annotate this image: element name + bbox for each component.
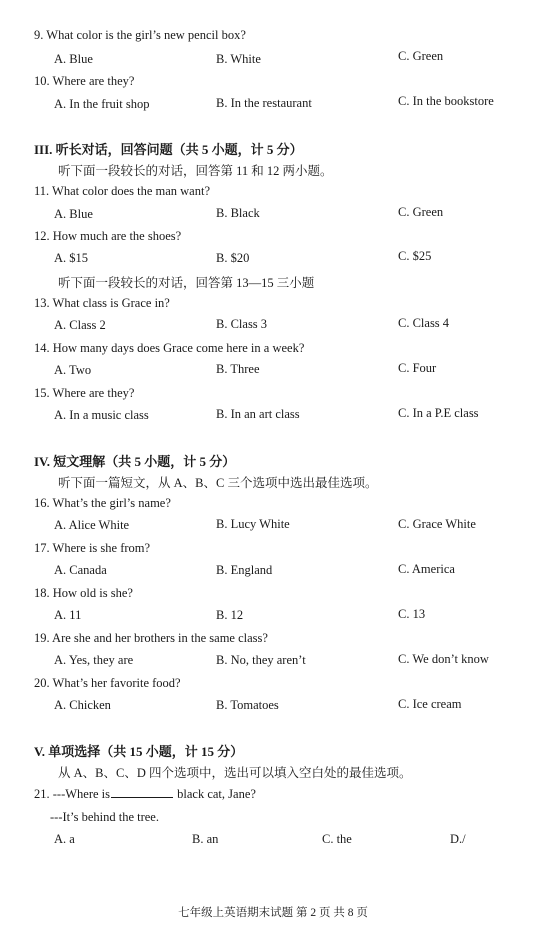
q18-option-a: A. 11: [54, 608, 82, 622]
q21-option-b: B. an: [192, 832, 219, 846]
q21-option-d: D./: [450, 832, 466, 846]
q19-option-a: A. Yes, they are: [54, 653, 134, 667]
q11-option-c: C. Green: [398, 205, 444, 219]
question-10: 10. Where are they?: [34, 74, 135, 88]
question-15: 15. Where are they?: [34, 386, 135, 400]
section-3-title: III. 听长对话，回答问题（共 5 小题，计 5 分）: [34, 142, 303, 157]
q11-option-a: A. Blue: [54, 207, 93, 221]
q14-option-a: A. Two: [54, 363, 92, 377]
q15-option-a: A. In a music class: [54, 408, 149, 422]
q13-option-a: A. Class 2: [54, 318, 106, 332]
question-17: 17. Where is she from?: [34, 541, 151, 555]
q17-option-b: B. England: [216, 563, 273, 577]
question-13: 13. What class is Grace in?: [34, 296, 170, 310]
q21-option-c: C. the: [322, 832, 352, 846]
q13-option-c: C. Class 4: [398, 316, 450, 330]
q18-option-c: C. 13: [398, 607, 426, 621]
q16-option-a: A. Alice White: [54, 518, 130, 532]
q20-option-b: B. Tomatoes: [216, 698, 279, 712]
q11-option-b: B. Black: [216, 206, 260, 220]
q17-option-a: A. Canada: [54, 563, 107, 577]
q10-option-b: B. In the restaurant: [216, 96, 312, 110]
q12-option-c: C. $25: [398, 249, 432, 263]
q15-option-c: C. In a P.E class: [398, 406, 479, 420]
q16-option-b: B. Lucy White: [216, 517, 290, 531]
section-3-intro-2: 听下面一段较长的对话，回答第 13—15 三小题: [58, 276, 315, 290]
q21-suffix: black cat, Jane?: [177, 787, 256, 801]
q19-option-c: C. We don’t know: [398, 652, 489, 666]
question-16: 16. What’s the girl’s name?: [34, 496, 171, 510]
question-18: 18. How old is she?: [34, 586, 133, 600]
question-19: 19. Are she and her brothers in the same class?: [34, 631, 268, 645]
question-20: 20. What’s her favorite food?: [34, 676, 181, 690]
page-footer: 七年级上英语期末试题 第 2 页 共 8 页: [178, 907, 368, 919]
q10-option-c: C. In the bookstore: [398, 94, 494, 108]
section-4-intro: 听下面一篇短文，从 A、B、C 三个选项中选出最佳选项。: [58, 476, 378, 490]
q15-option-b: B. In an art class: [216, 407, 300, 421]
q16-option-c: C. Grace White: [398, 517, 476, 531]
q20-option-a: A. Chicken: [54, 698, 111, 712]
q9-option-a: A. Blue: [54, 52, 93, 66]
q20-option-c: C. Ice cream: [398, 697, 462, 711]
q14-option-b: B. Three: [216, 362, 260, 376]
q21-blank: [111, 787, 173, 798]
q21-answer-line: ---It’s behind the tree.: [50, 810, 159, 824]
question-12: 12. How much are the shoes?: [34, 229, 182, 243]
question-9: 9. What color is the girl’s new pencil box?: [34, 28, 246, 42]
section-3-intro-1: 听下面一段较长的对话，回答第 11 和 12 两小题。: [58, 164, 333, 178]
q13-option-b: B. Class 3: [216, 317, 268, 331]
question-11: 11. What color does the man want?: [34, 184, 210, 198]
q9-option-c: C. Green: [398, 49, 444, 63]
q21-option-a: A. a: [54, 832, 75, 846]
question-14: 14. How many days does Grace come here in a week?: [34, 341, 305, 355]
q9-option-b: B. White: [216, 52, 261, 66]
question-21: [34, 787, 256, 802]
q14-option-c: C. Four: [398, 361, 437, 375]
q19-option-b: B. No, they aren’t: [216, 653, 306, 667]
section-4-title: IV. 短文理解（共 5 小题，计 5 分）: [34, 454, 236, 469]
section-5-intro: 从 A、B、C、D 四个选项中，选出可以填入空白处的最佳选项。: [58, 766, 412, 780]
q21-prefix: 21. ---Where is: [34, 787, 111, 801]
q17-option-c: C. America: [398, 562, 455, 576]
q12-option-a: A. $15: [54, 251, 89, 265]
q18-option-b: B. 12: [216, 608, 244, 622]
q12-option-b: B. $20: [216, 251, 250, 265]
q10-option-a: A. In the fruit shop: [54, 97, 150, 111]
section-5-title: V. 单项选择（共 15 小题，计 15 分）: [34, 744, 244, 759]
